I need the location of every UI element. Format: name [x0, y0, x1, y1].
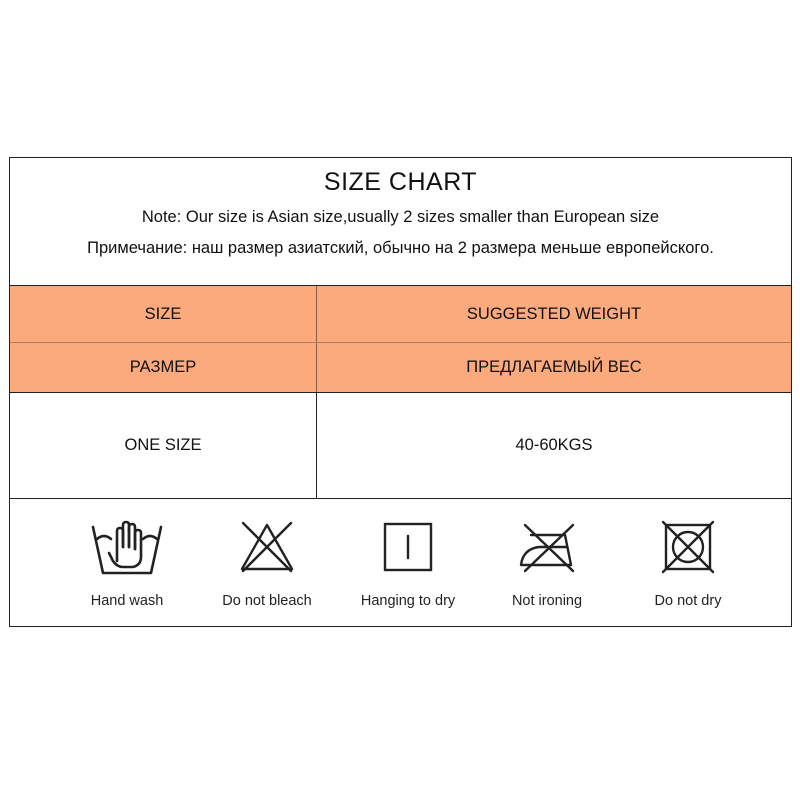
care-label-not-ironing: Not ironing — [511, 593, 583, 609]
care-label-do-not-dry: Do not dry — [654, 593, 722, 609]
weight-value: 40-60KGS — [515, 436, 593, 454]
column-header-weight-ru: ПРЕДЛАГАЕМЫЙ ВЕС — [466, 358, 642, 376]
column-header-size-ru: РАЗМЕР — [10, 343, 317, 392]
care-item-do-not-bleach — [197, 519, 337, 609]
care-label-hanging-to-dry: Hanging to dry — [360, 593, 456, 609]
care-instructions — [10, 499, 791, 627]
hand-wash-icon — [89, 519, 165, 577]
hanging-to-dry-icon — [380, 519, 436, 575]
do-not-dry-icon — [660, 519, 716, 575]
size-value: ONE SIZE — [10, 393, 317, 498]
chart-header — [10, 158, 791, 286]
table-header-row-en — [10, 286, 791, 343]
not-ironing-icon — [515, 519, 579, 575]
note-russian: Примечание: наш размер азиатский, обычно на 2 размера меньше европейского. — [87, 239, 714, 257]
table-row — [10, 393, 791, 499]
care-item-hand-wash — [57, 519, 197, 609]
column-header-size: SIZE — [10, 286, 317, 342]
column-header-suggested-weight: SUGGESTED WEIGHT — [466, 304, 642, 323]
do-not-bleach-icon — [237, 519, 297, 575]
care-item-do-not-dry — [618, 519, 758, 609]
care-label-do-not-bleach: Do not bleach — [222, 593, 312, 609]
size-chart — [9, 157, 792, 627]
note-english: Note: Our size is Asian size,usually 2 sizes smaller than European size — [141, 208, 660, 226]
care-label-hand-wash: Hand wash — [90, 593, 164, 609]
table-header-row-ru — [10, 343, 791, 393]
care-item-not-ironing — [477, 519, 617, 609]
chart-title: SIZE CHART — [323, 168, 478, 196]
care-item-hanging-to-dry — [338, 519, 478, 609]
